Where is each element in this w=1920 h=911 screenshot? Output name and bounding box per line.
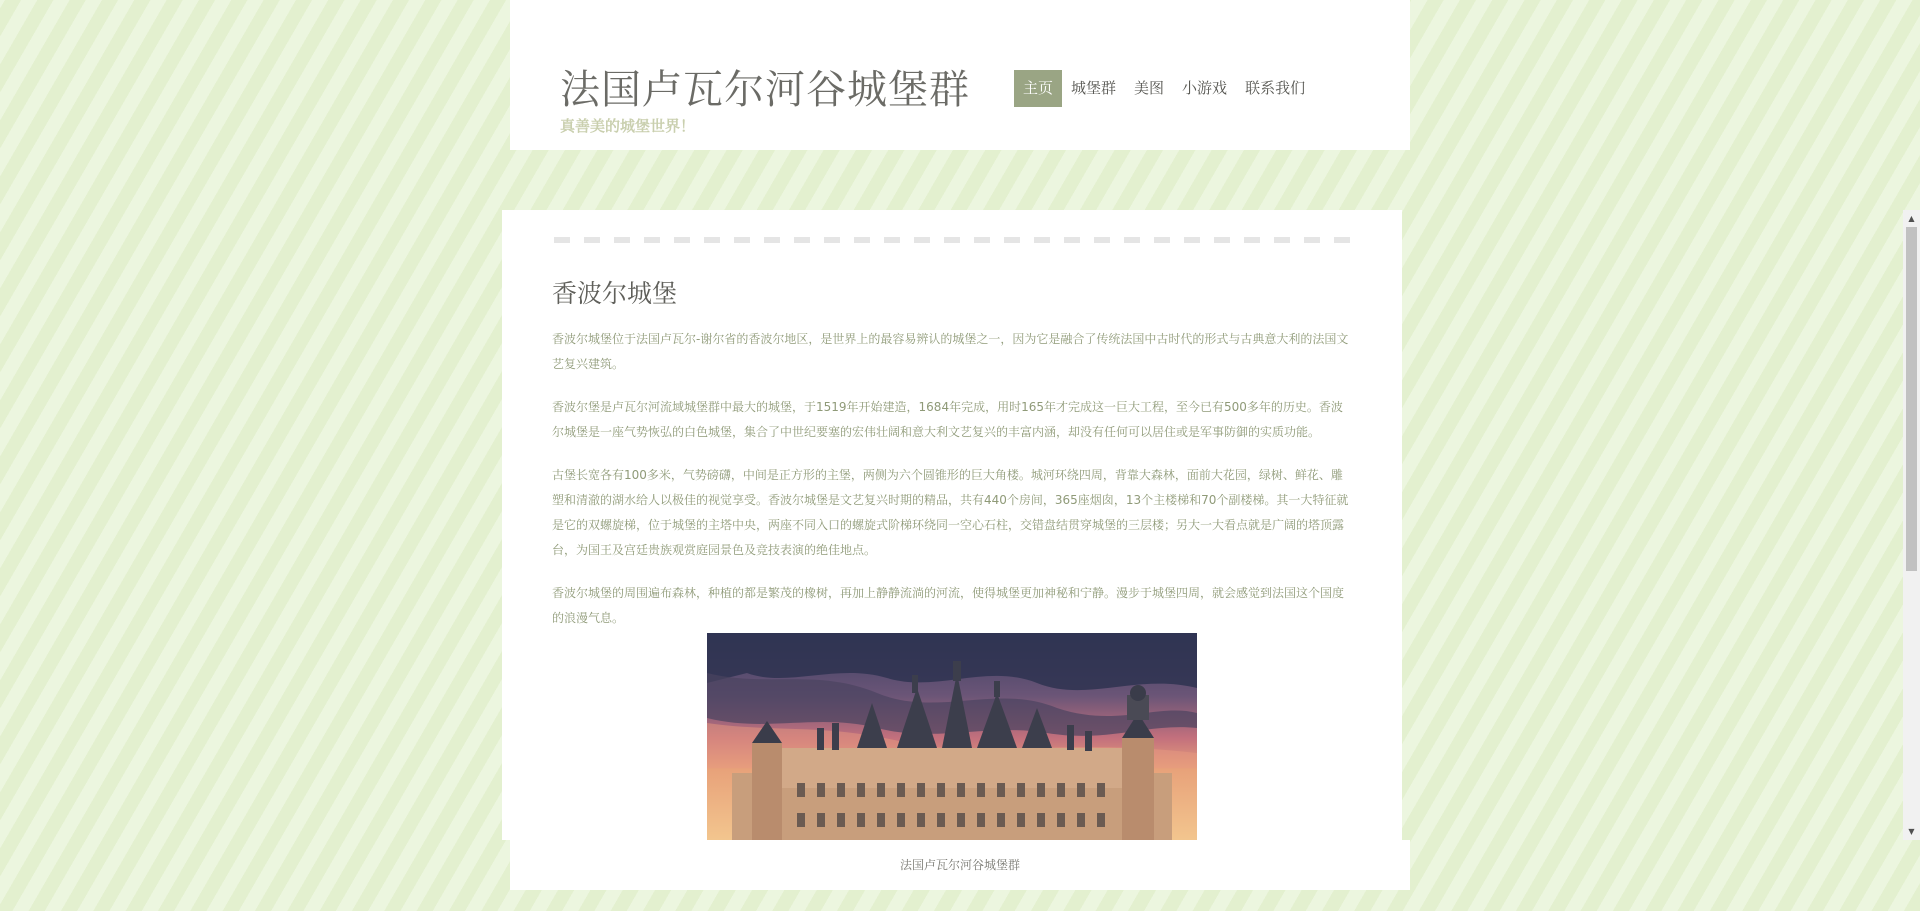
vertical-scrollbar[interactable] — [1903, 210, 1920, 840]
site-header — [510, 0, 1410, 150]
article-paragraph-4: 香波尔城堡的周围遍布森林，种植的都是繁茂的橡树，再加上静静流淌的河流，使得城堡更加神秘和宁静。漫步于城堡四周，就会感觉到法国这个国度的浪漫气息。 — [552, 586, 1345, 625]
castle-photo — [707, 633, 1197, 840]
main-nav — [1014, 70, 1314, 107]
nav-item-gallery[interactable]: 美图 — [1134, 79, 1165, 97]
nav-item-castles[interactable]: 城堡群 — [1071, 79, 1117, 97]
dashed-divider — [554, 237, 1352, 243]
footer-text: 法国卢瓦尔河谷城堡群 — [899, 858, 1020, 872]
article-paragraph-2: 香波尔堡是卢瓦尔河流域城堡群中最大的城堡，于1519年开始建造，1684年完成，用时165年才完成这一巨大工程，至今已有500多年的历史。香波尔城堡是一座气势恢弘的白色城堡，集合了中世纪要塞的宏伟壮阔和意大利文艺复兴的丰富内涵，却没有任何可以居住或是军事防御的实质功能。 — [552, 400, 1343, 439]
site-title: 法国卢瓦尔河谷城堡群 — [560, 67, 970, 113]
scroll-up-arrow-icon[interactable]: ▲ — [1908, 214, 1915, 223]
scroll-down-arrow-icon[interactable]: ▼ — [1908, 827, 1915, 836]
site-tagline: 真善美的城堡世界！ — [560, 117, 696, 135]
nav-item-contact[interactable]: 联系我们 — [1245, 79, 1306, 97]
castle-illustration — [707, 633, 1197, 840]
main-content — [502, 210, 1402, 840]
article-title: 香波尔城堡 — [552, 279, 678, 308]
scrollbar-thumb[interactable] — [1906, 227, 1917, 571]
site-footer — [510, 840, 1410, 890]
nav-item-home[interactable]: 主页 — [1014, 70, 1062, 107]
article-paragraph-3: 古堡长宽各有100多米，气势磅礴，中间是正方形的主堡，两侧为六个圆锥形的巨大角楼。城河环绕四周，背靠大森林，面前大花园，绿树、鲜花、雕塑和清澈的湖水给人以极佳的视觉享受。香波尔城堡是文艺复兴时期的精品，共有440个房间，365座烟囱，13个主楼梯和70个副楼梯。其一大特征就是它的双螺旋梯，位于城堡的主塔中央，两座不同入口的螺旋式阶梯环绕同一空心石柱，交错盘结贯穿城堡的三层楼；另大一大看点就是广阔的塔顶露台，为国王及宫廷贵族观赏庭园景色及竞技表演的绝佳地点。 — [552, 468, 1349, 557]
article-body — [552, 327, 1352, 649]
nav-item-games[interactable]: 小游戏 — [1182, 79, 1228, 97]
article-paragraph-1: 香波尔城堡位于法国卢瓦尔-谢尔省的香波尔地区，是世界上的最容易辨认的城堡之一，因为它是融合了传统法国中古时代的形式与古典意大利的法国文艺复兴建筑。 — [552, 332, 1349, 371]
